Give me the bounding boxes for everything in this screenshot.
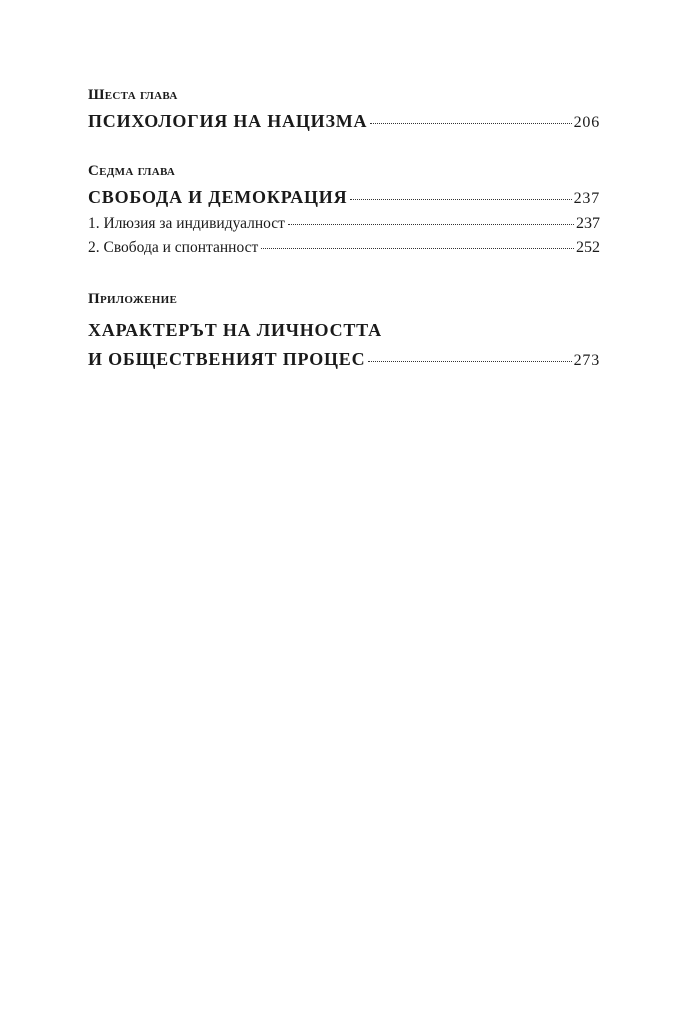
dot-leader (288, 224, 574, 225)
dot-leader (368, 361, 571, 362)
section-label: Седма глава (88, 163, 176, 179)
toc-entry-chapter[interactable] (88, 108, 600, 136)
section-label: Приложение (88, 291, 178, 307)
toc-section-chapter-seven (88, 162, 600, 260)
toc-section-appendix (88, 290, 600, 374)
toc-entry-chapter[interactable] (88, 184, 600, 212)
toc-entry-page-number: 206 (573, 114, 600, 131)
dot-leader (350, 199, 571, 200)
toc-entry-title: СВОБОДА И ДЕМОКРАЦИЯ (88, 187, 348, 207)
toc-entry-subsection[interactable] (88, 236, 600, 260)
toc-entry-title: ПСИХОЛОГИЯ НА НАЦИЗМА (88, 111, 368, 131)
toc-entry-title-line: ХАРАКТЕРЪТ НА ЛИЧНОСТТА (88, 320, 382, 340)
toc-entry-title: 2. Свобода и спонтанност (88, 239, 259, 256)
toc-entry-subsection[interactable] (88, 212, 600, 236)
toc-entry-page-number: 237 (576, 215, 600, 232)
toc-entry-title: 1. Илюзия за индивидуалност (88, 215, 285, 232)
toc-entry-chapter[interactable] (88, 346, 600, 374)
toc-entry-page-number: 273 (573, 352, 600, 369)
section-label: Шеста глава (88, 87, 178, 103)
toc-section-chapter-six (88, 86, 600, 136)
dot-leader (370, 123, 571, 124)
toc-entry-page-number: 237 (573, 190, 600, 207)
toc-entry-page-number: 252 (576, 239, 600, 256)
toc-entry-title: И ОБЩЕСТВЕНИЯТ ПРОЦЕС (88, 349, 366, 369)
dot-leader (261, 248, 574, 249)
